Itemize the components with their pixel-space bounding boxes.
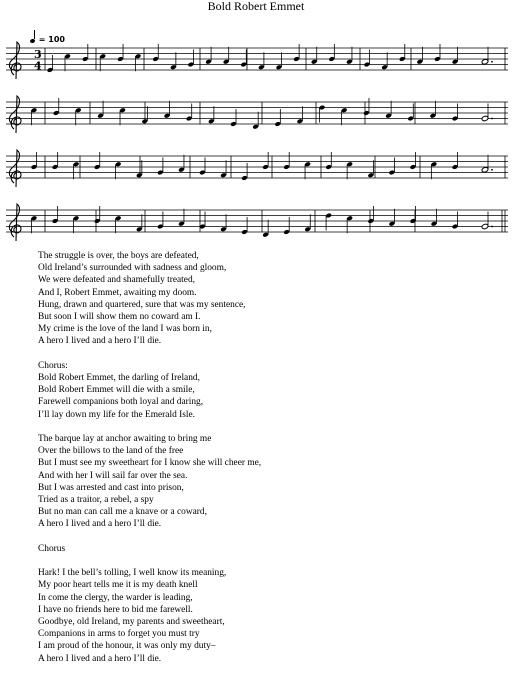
lyric-line: Bold Robert Emmet will die with a smile, (38, 385, 195, 396)
dot (491, 61, 493, 63)
lyric-line: Chorus (38, 543, 66, 554)
lyric-line: Goodbye, old Ireland, my parents and sweetheart, (38, 617, 225, 628)
lyric-line: And I, Robert Emmet, awaiting my doom. (38, 287, 197, 298)
lyric-line: Companions in arms to forget you must try (38, 629, 200, 640)
stanza (38, 543, 261, 555)
lyric-line: I have no friends here to bid me farewell. (38, 604, 193, 615)
lyric-line: The barque lay at anchor awaiting to bring me (38, 434, 212, 445)
lyric-line: Hung, drawn and quartered, sure that was my sentence, (38, 299, 246, 310)
lyric-line: Tried as a traitor, a rebel, a spy (38, 495, 154, 506)
tempo-value: = 100 (38, 35, 65, 44)
lyric-line: But no man can call me a knave or a coward, (38, 507, 207, 518)
lyric-line: A hero I lived and a hero I’ll die. (38, 336, 162, 347)
lyric-line: But I must see my sweetheart for I know she will cheer me, (38, 458, 262, 469)
treble-clef-icon (9, 204, 21, 241)
time-signature-top: 3 (34, 48, 42, 61)
lyric-line: Bold Robert Emmet, the darling of Ireland, (38, 373, 200, 384)
dot (491, 169, 493, 171)
dot (491, 226, 493, 228)
lyric-line: Over the billows to the land of the free (38, 446, 184, 457)
lyric-line: We were defeated and shamefully treated, (38, 275, 195, 286)
music-score (0, 0, 512, 245)
lyric-line: Farewell companions both loyal and daring, (38, 397, 204, 408)
lyrics (38, 250, 261, 677)
stanza (38, 250, 261, 348)
treble-clef-icon (9, 42, 21, 79)
lyric-line: I’ll lay down my life for the Emerald Isle. (38, 409, 195, 420)
lyric-line: In come the clergy, the warder is leading, (38, 592, 193, 603)
time-signature-bottom: 4 (34, 59, 42, 73)
stanza (38, 360, 261, 421)
lyric-line: Old Ireland’s surrounded with sadness and gloom, (38, 263, 227, 274)
stanza (38, 433, 261, 531)
lyric-line: A hero I lived and a hero I’ll die. (38, 519, 162, 530)
treble-clef-icon (9, 96, 21, 133)
lyric-line: My crime is the love of the land I was born in, (38, 324, 212, 335)
stanza (38, 567, 261, 665)
lyric-line: And with her I will sail far over the sea. (38, 470, 188, 481)
lyric-line: I am proud of the honour, it was only my duty– (38, 641, 216, 652)
lyric-line: But soon I will show them no coward am I. (38, 312, 201, 323)
lyric-line: A hero I lived and a hero I’ll die. (38, 653, 162, 664)
lyric-line: The struggle is over, the boys are defeated, (38, 251, 199, 261)
lyric-line: My poor heart tells me it is my death knell (38, 580, 198, 591)
lyric-line: Chorus: (38, 360, 68, 371)
dot (491, 118, 493, 120)
song-title: Bold Robert Emmet (207, 0, 305, 13)
lyric-line: But I was arrested and cast into prison, (38, 482, 184, 493)
treble-clef-icon (9, 150, 21, 187)
lyric-line: Hark! I the bell’s tolling, I well know its meaning, (38, 568, 227, 579)
